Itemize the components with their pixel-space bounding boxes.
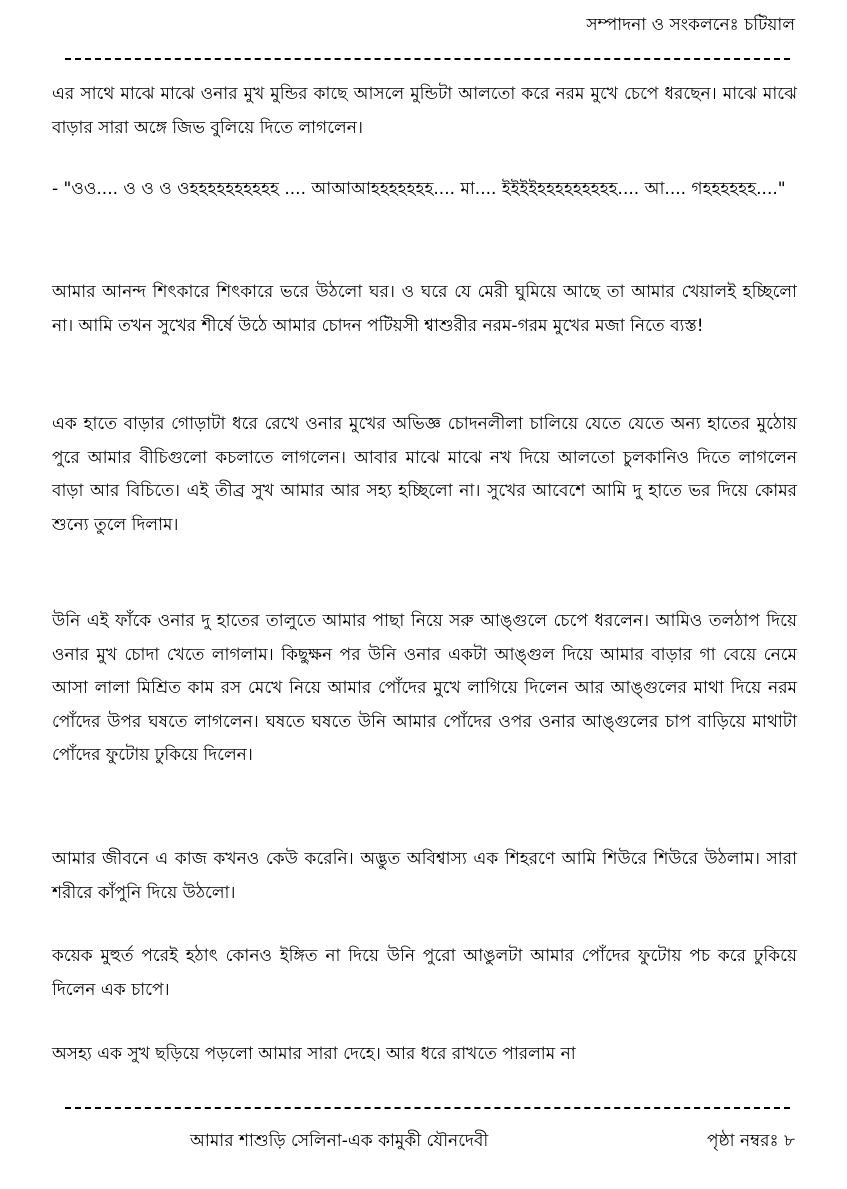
paragraph: অসহ্য এক সুখ ছড়িয়ে পড়লো আমার সারা দেহে। আর ধরে রাখতে পারলাম না [52, 1044, 576, 1064]
paragraph: - "ওও.... ও ও ও ওহহহহহহহহহহ .... আআআহহহহহহহ.... মা.... ইইইইহহহহহহহহহ.... আ.... গহহহহহহ...." [52, 179, 786, 199]
bottom-divider [65, 1107, 790, 1109]
page-number: পৃষ্ঠা নম্বরঃ ৮ [707, 1131, 795, 1151]
editor-credit: সম্পাদনা ও সংকলনেঃ চটিয়াল [586, 15, 795, 35]
paragraph: আমার আনন্দ শিৎকারে শিৎকারে ভরে উঠলো ঘর। ও ঘরে যে মেরী ঘুমিয়ে আছে তা আমার খেয়ালই হচ্ছিলো না। আমি তখন সুখের শীর্ষে উঠে আমার চোদন পটিয়সী শ্বাশুরীর নরম-গরম মুখের মজা নিতে ব্যস্ত! [52, 282, 797, 336]
book-title: আমার শাশুড়ি সেলিনা-এক কামুকী যৌনদেবী [190, 1131, 489, 1151]
paragraph: উনি এই ফাঁকে ওনার দু হাতের তালুতে আমার পাছা নিয়ে সরু আঙ্গুলে চেপে ধরলেন। আমিও তলঠাপ দিয়ে ওনার মুখ চোদা খেতে লাগলাম। কিছুক্ষন পর উনি ওনার একটা আঙ্গুল দিয়ে আমার বাড়ার গা বেয়ে নেমে আসা লালা মিশ্রিত কাম রস মেখে নিয়ে আমার পোঁদের মুখে লাগিয়ে দিলেন আর আঙ্গুলের মাথা দিয়ে নরম পোঁদের উপর ঘষতে লাগলেন। ঘষতে ঘষতে উনি আমার পোঁদের ওপর ওনার আঙ্গুলের চাপ বাড়িয়ে মাথাটা পোঁদের ফুটোয় ঢুকিয়ে দিলেন। [52, 611, 797, 765]
paragraph: কয়েক মুহুর্ত পরেই হঠাৎ কোনও ইঙ্গিত না দিয়ে উনি পুরো আঙুলটা আমার পোঁদের ফুটোয় পচ করে ঢুকিয়ে দিলেন এক চাপে। [52, 946, 797, 1000]
paragraph: এক হাতে বাড়ার গোড়াটা ধরে রেখে ওনার মুখের অভিজ্ঞ চোদনলীলা চালিয়ে যেতে যেতে অন্য হাতের মুঠোয় পুরে আমার বীচিগুলো কচলাতে লাগলেন। আবার মাঝে মাঝে নখ দিয়ে আলতো চুলকানিও দিতে লাগলেন বাড়া আর বিচিতে। এই তীব্র সুখ আমার আর সহ্য হচ্ছিলো না। সুখের আবেশে আমি দু হাতে ভর দিয়ে কোমর শুন্যে তুলে দিলাম। [52, 414, 797, 535]
top-divider [65, 58, 790, 60]
paragraph: আমার জীবনে এ কাজ কখনও কেউ করেনি। অদ্ভুত অবিশ্বাস্য এক শিহরণে আমি শিউরে শিউরে উঠলাম। সারা শরীরে কাঁপুনি দিয়ে উঠলো। [52, 849, 797, 903]
paragraph: এর সাথে মাঝে মাঝে ওনার মুখ মুন্ডির কাছে আসলে মুন্ডিটা আলতো করে নরম মুখে চেপে ধরছেন। মাঝে মাঝে বাড়ার সারা অঙ্গে জিভ বুলিয়ে দিতে লাগলেন। [52, 84, 797, 138]
